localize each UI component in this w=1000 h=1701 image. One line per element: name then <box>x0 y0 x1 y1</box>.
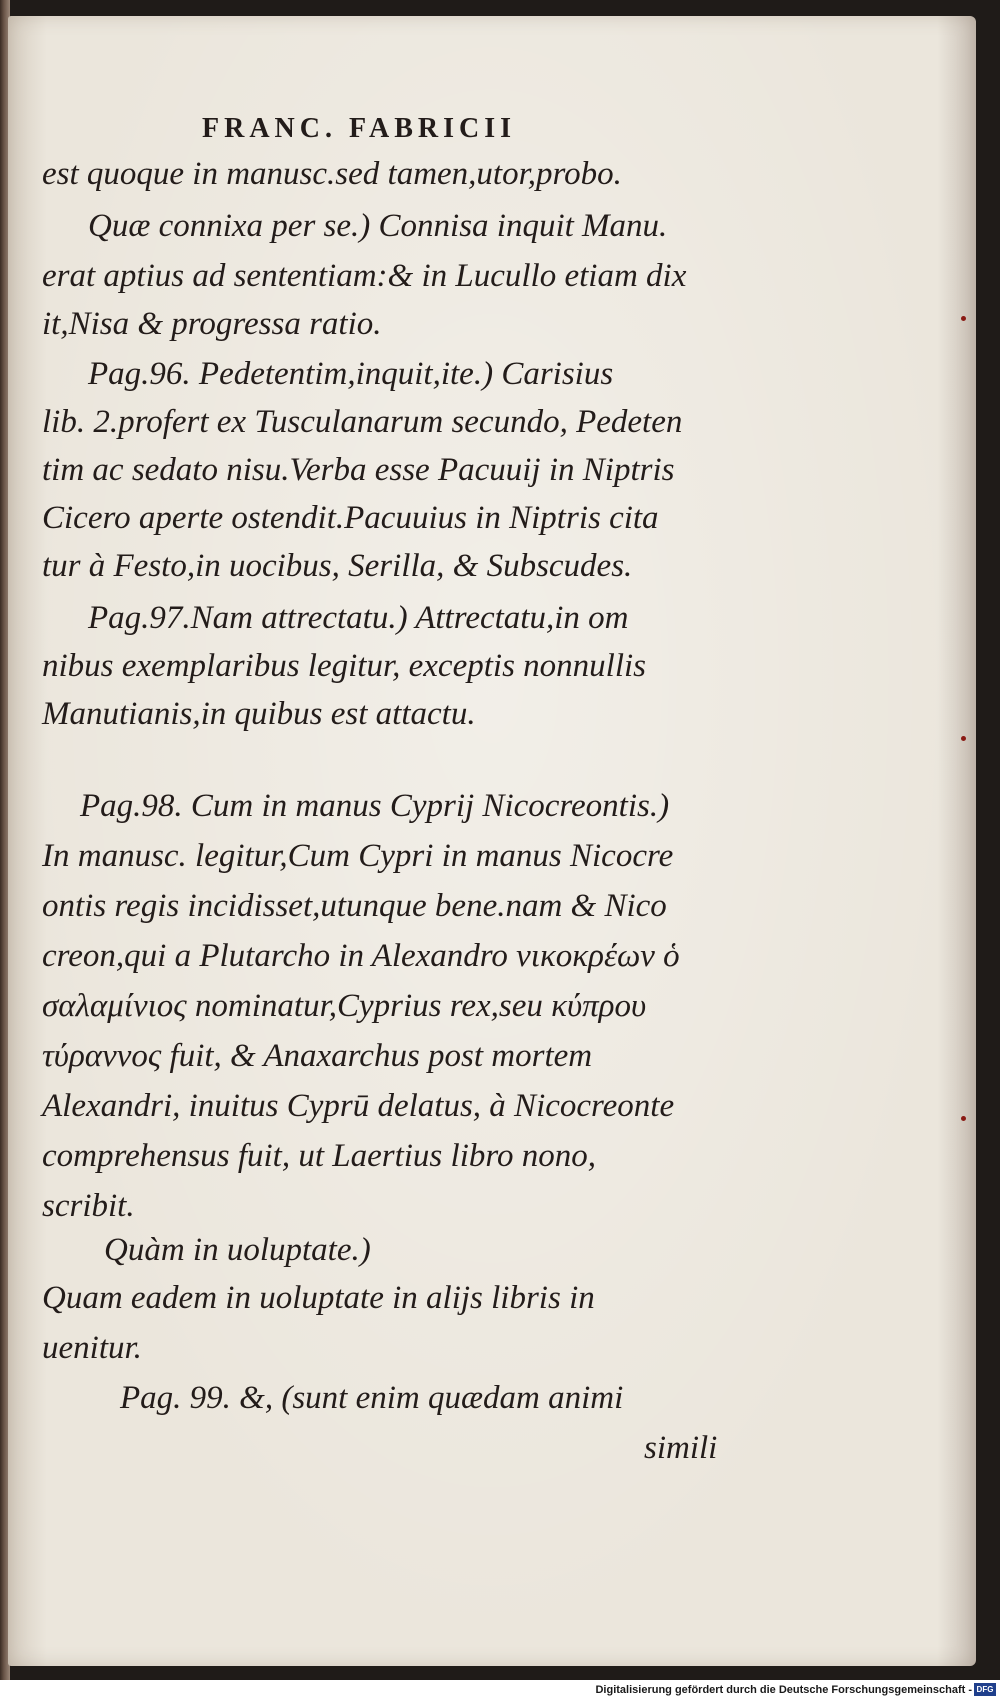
text-line: creon,qui a Plutarcho in Alexandro νικοκρέων ὁ <box>42 938 680 974</box>
catchword: simili <box>644 1430 718 1466</box>
text-line: nibus exemplaribus legitur, exceptis nonnullis <box>42 648 647 684</box>
text-line: σαλαμίνιος nominatur,Cyprius rex,seu κύπρου <box>42 988 647 1024</box>
digitization-footer <box>0 1680 1000 1701</box>
text-line: Cicero aperte ostendit.Pacuuius in Niptris cita <box>42 500 659 536</box>
book-page <box>8 16 976 1666</box>
text-line: In manusc. legitur,Cum Cypri in manus Nicocre <box>42 838 674 874</box>
text-line: lib. 2.profert ex Tusculanarum secundo, Pedeten <box>42 404 683 440</box>
text-line: Pag. 99. &, (sunt enim quædam animi <box>120 1380 624 1416</box>
text-line: ontis regis incidisset,utunque bene.nam & Nico <box>42 888 667 924</box>
text-line: scribit. <box>42 1188 135 1224</box>
margin-mark <box>961 1116 966 1121</box>
margin-mark <box>961 736 966 741</box>
text-line: Quæ connixa per se.) Connisa inquit Manu. <box>88 208 668 244</box>
text-line: Pag.98. Cum in manus Cyprij Nicocreontis.) <box>80 788 670 824</box>
funding-credit: Digitalisierung gefördert durch die Deutsche Forschungsgemeinschaft - <box>595 1684 972 1696</box>
margin-mark <box>961 316 966 321</box>
text-line: uenitur. <box>42 1330 142 1366</box>
text-line: Manutianis,in quibus est attactu. <box>42 696 476 732</box>
text-line: Quàm in uoluptate.) <box>104 1232 371 1268</box>
text-line: erat aptius ad sententiam:& in Lucullo etiam dix <box>42 258 687 294</box>
text-line: τύραννος fuit, & Anaxarchus post mortem <box>42 1038 593 1074</box>
text-line: Pag.96. Pedetentim,inquit,ite.) Carisius <box>88 356 614 392</box>
text-line: comprehensus fuit, ut Laertius libro nono, <box>42 1138 596 1174</box>
running-head: FRANC. FABRICII <box>202 113 517 144</box>
text-line: tur à Festo,in uocibus, Serilla, & Subscudes. <box>42 548 633 584</box>
text-line: Quam eadem in uoluptate in alijs libris in <box>42 1280 595 1316</box>
dfg-logo-icon: DFG <box>974 1683 996 1696</box>
text-line: tim ac sedato nisu.Verba esse Pacuuij in Niptris <box>42 452 675 488</box>
text-line: it,Nisa & progressa ratio. <box>42 306 382 342</box>
text-line: Pag.97.Nam attrectatu.) Attrectatu,in om <box>88 600 629 636</box>
text-line: est quoque in manusc.sed tamen,utor,probo. <box>42 156 622 192</box>
text-line: Alexandri, inuitus Cyprū delatus, à Nicocreonte <box>42 1088 675 1124</box>
